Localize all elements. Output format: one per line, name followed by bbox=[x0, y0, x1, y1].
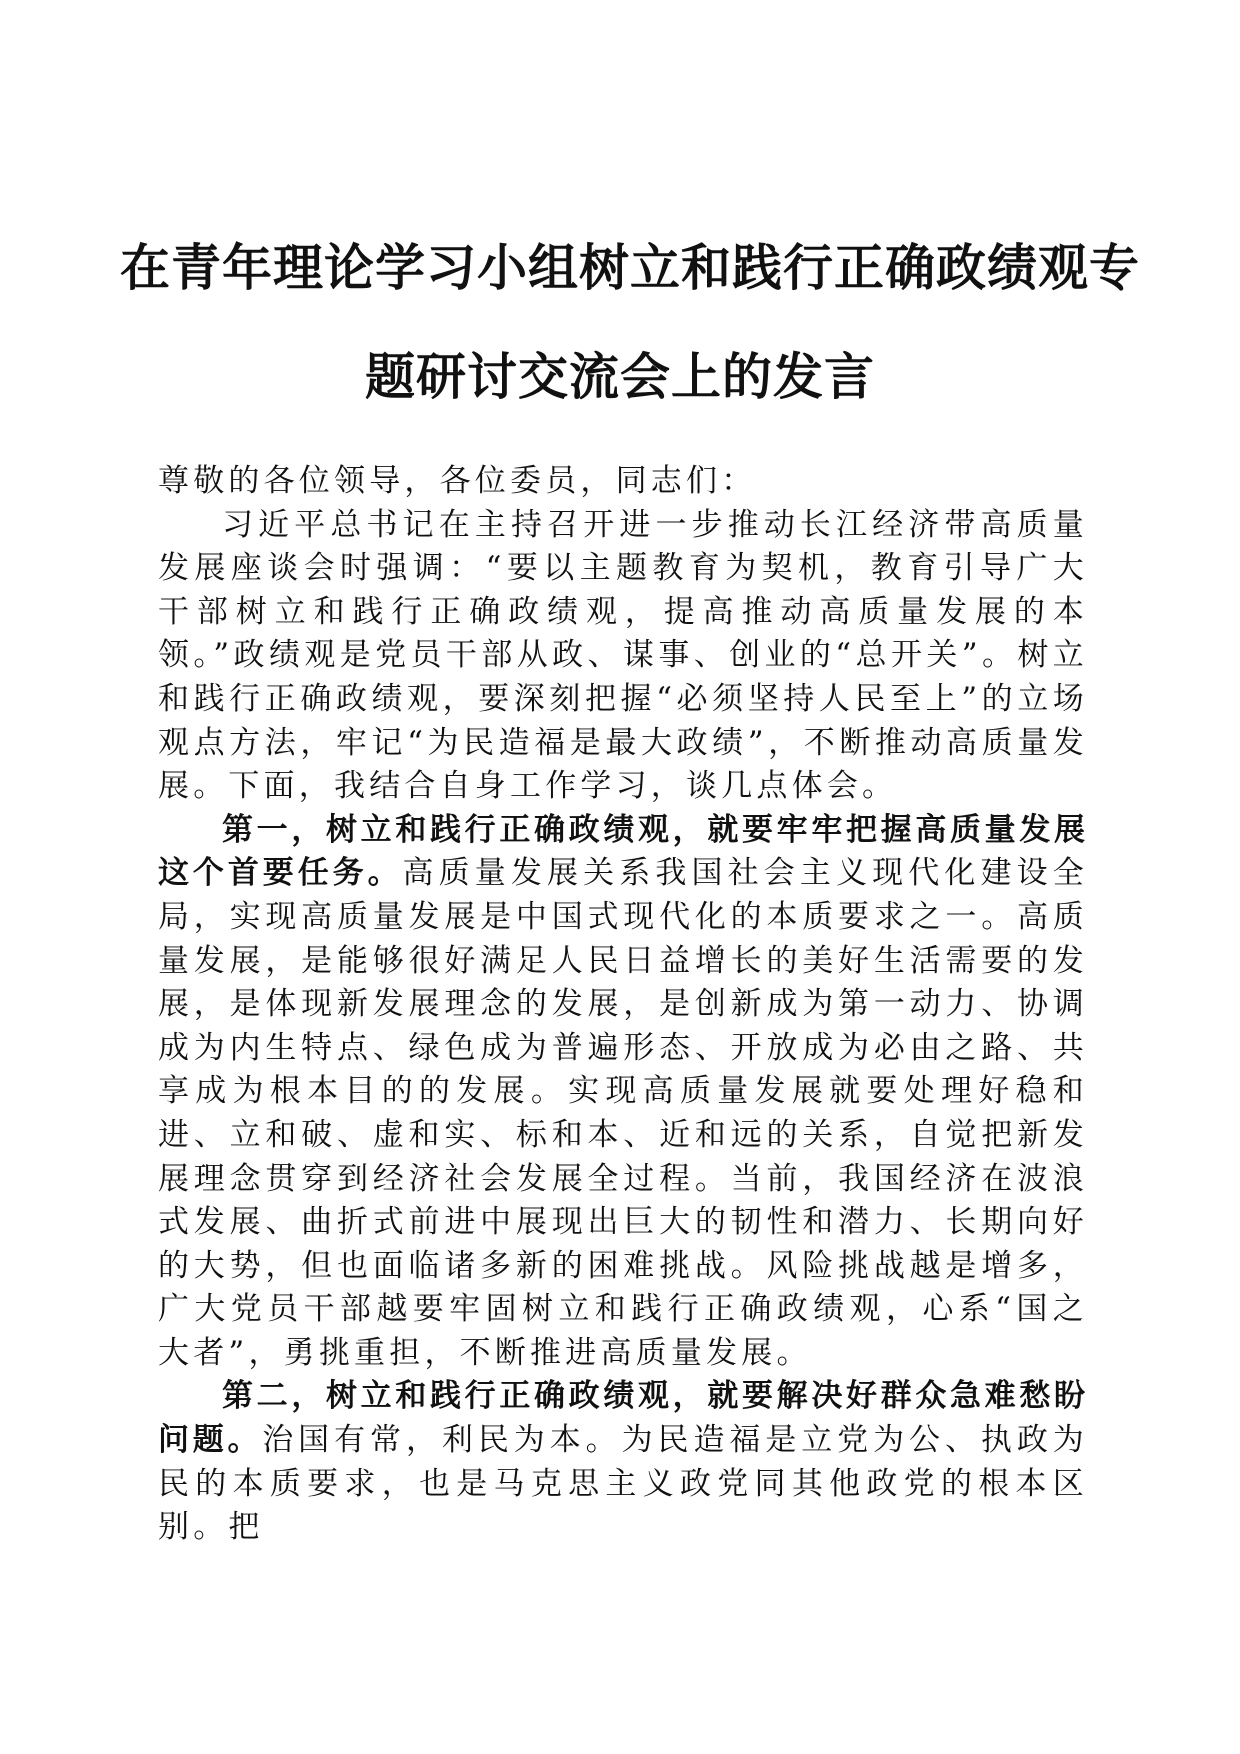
document-body bbox=[158, 460, 1088, 1550]
document-title-line-2: 题研讨交流会上的发言 bbox=[365, 347, 875, 406]
second-point-heading: 第二，树立和践行正确政绩观，就要解决好群众急难愁盼问题。 bbox=[158, 1378, 1088, 1459]
paragraph-intro: 习近平总书记在主持召开进一步推动长江经济带高质量发展座谈会时强调：“要以主题教育为契机，教育引导广大干部树立和践行正确政绩观，提高推动高质量发展的本领。”政绩观是党员干部从政、谋事、创业的“总开关”。树立和践行正确政绩观，要深刻把握“必须坚持人民至上”的立场观点方法，牢记“为民造福是最大政绩”，不断推动高质量发展。下面，我结合自身工作学习，谈几点体会。 bbox=[158, 506, 1088, 805]
document-title-line-1: 在青年理论学习小组树立和践行正确政绩观专 bbox=[120, 238, 1140, 297]
paragraph-second-point bbox=[158, 1375, 1088, 1549]
first-point-body: 高质量发展关系我国社会主义现代化建设全局，实现高质量发展是中国式现代化的本质要求之一。高质量发展，是能够很好满足人民日益增长的美好生活需要的发展，是体现新发展理念的发展，是创新成为第一动力、协调成为内生特点、绿色成为普遍形态、开放成为必由之路、共享成为根本目的的发展。实现高质量发展就要处理好稳和进、立和破、虚和实、标和本、近和远的关系，自觉把新发展理念贯穿到经济社会发展全过程。当前，我国经济在波浪式发展、曲折式前进中展现出巨大的韧性和潜力、长期向好的大势，但也面临诸多新的困难挑战。风险挑战越是增多，广大党员干部越要牢固树立和践行正确政绩观，心系“国之大者”，勇挑重担，不断推进高质量发展。 bbox=[158, 855, 1088, 1371]
second-point-body: 治国有常，利民为本。为民造福是立党为公、执政为民的本质要求，也是马克思主义政党同其他政党的根本区别。把 bbox=[158, 1422, 1088, 1546]
salutation: 尊敬的各位领导，各位委员，同志们： bbox=[158, 463, 757, 499]
paragraph-first-point bbox=[158, 809, 1088, 1376]
first-point-heading: 第一，树立和践行正确政绩观，就要牢牢把握高质量发展这个首要任务。 bbox=[158, 811, 1088, 892]
